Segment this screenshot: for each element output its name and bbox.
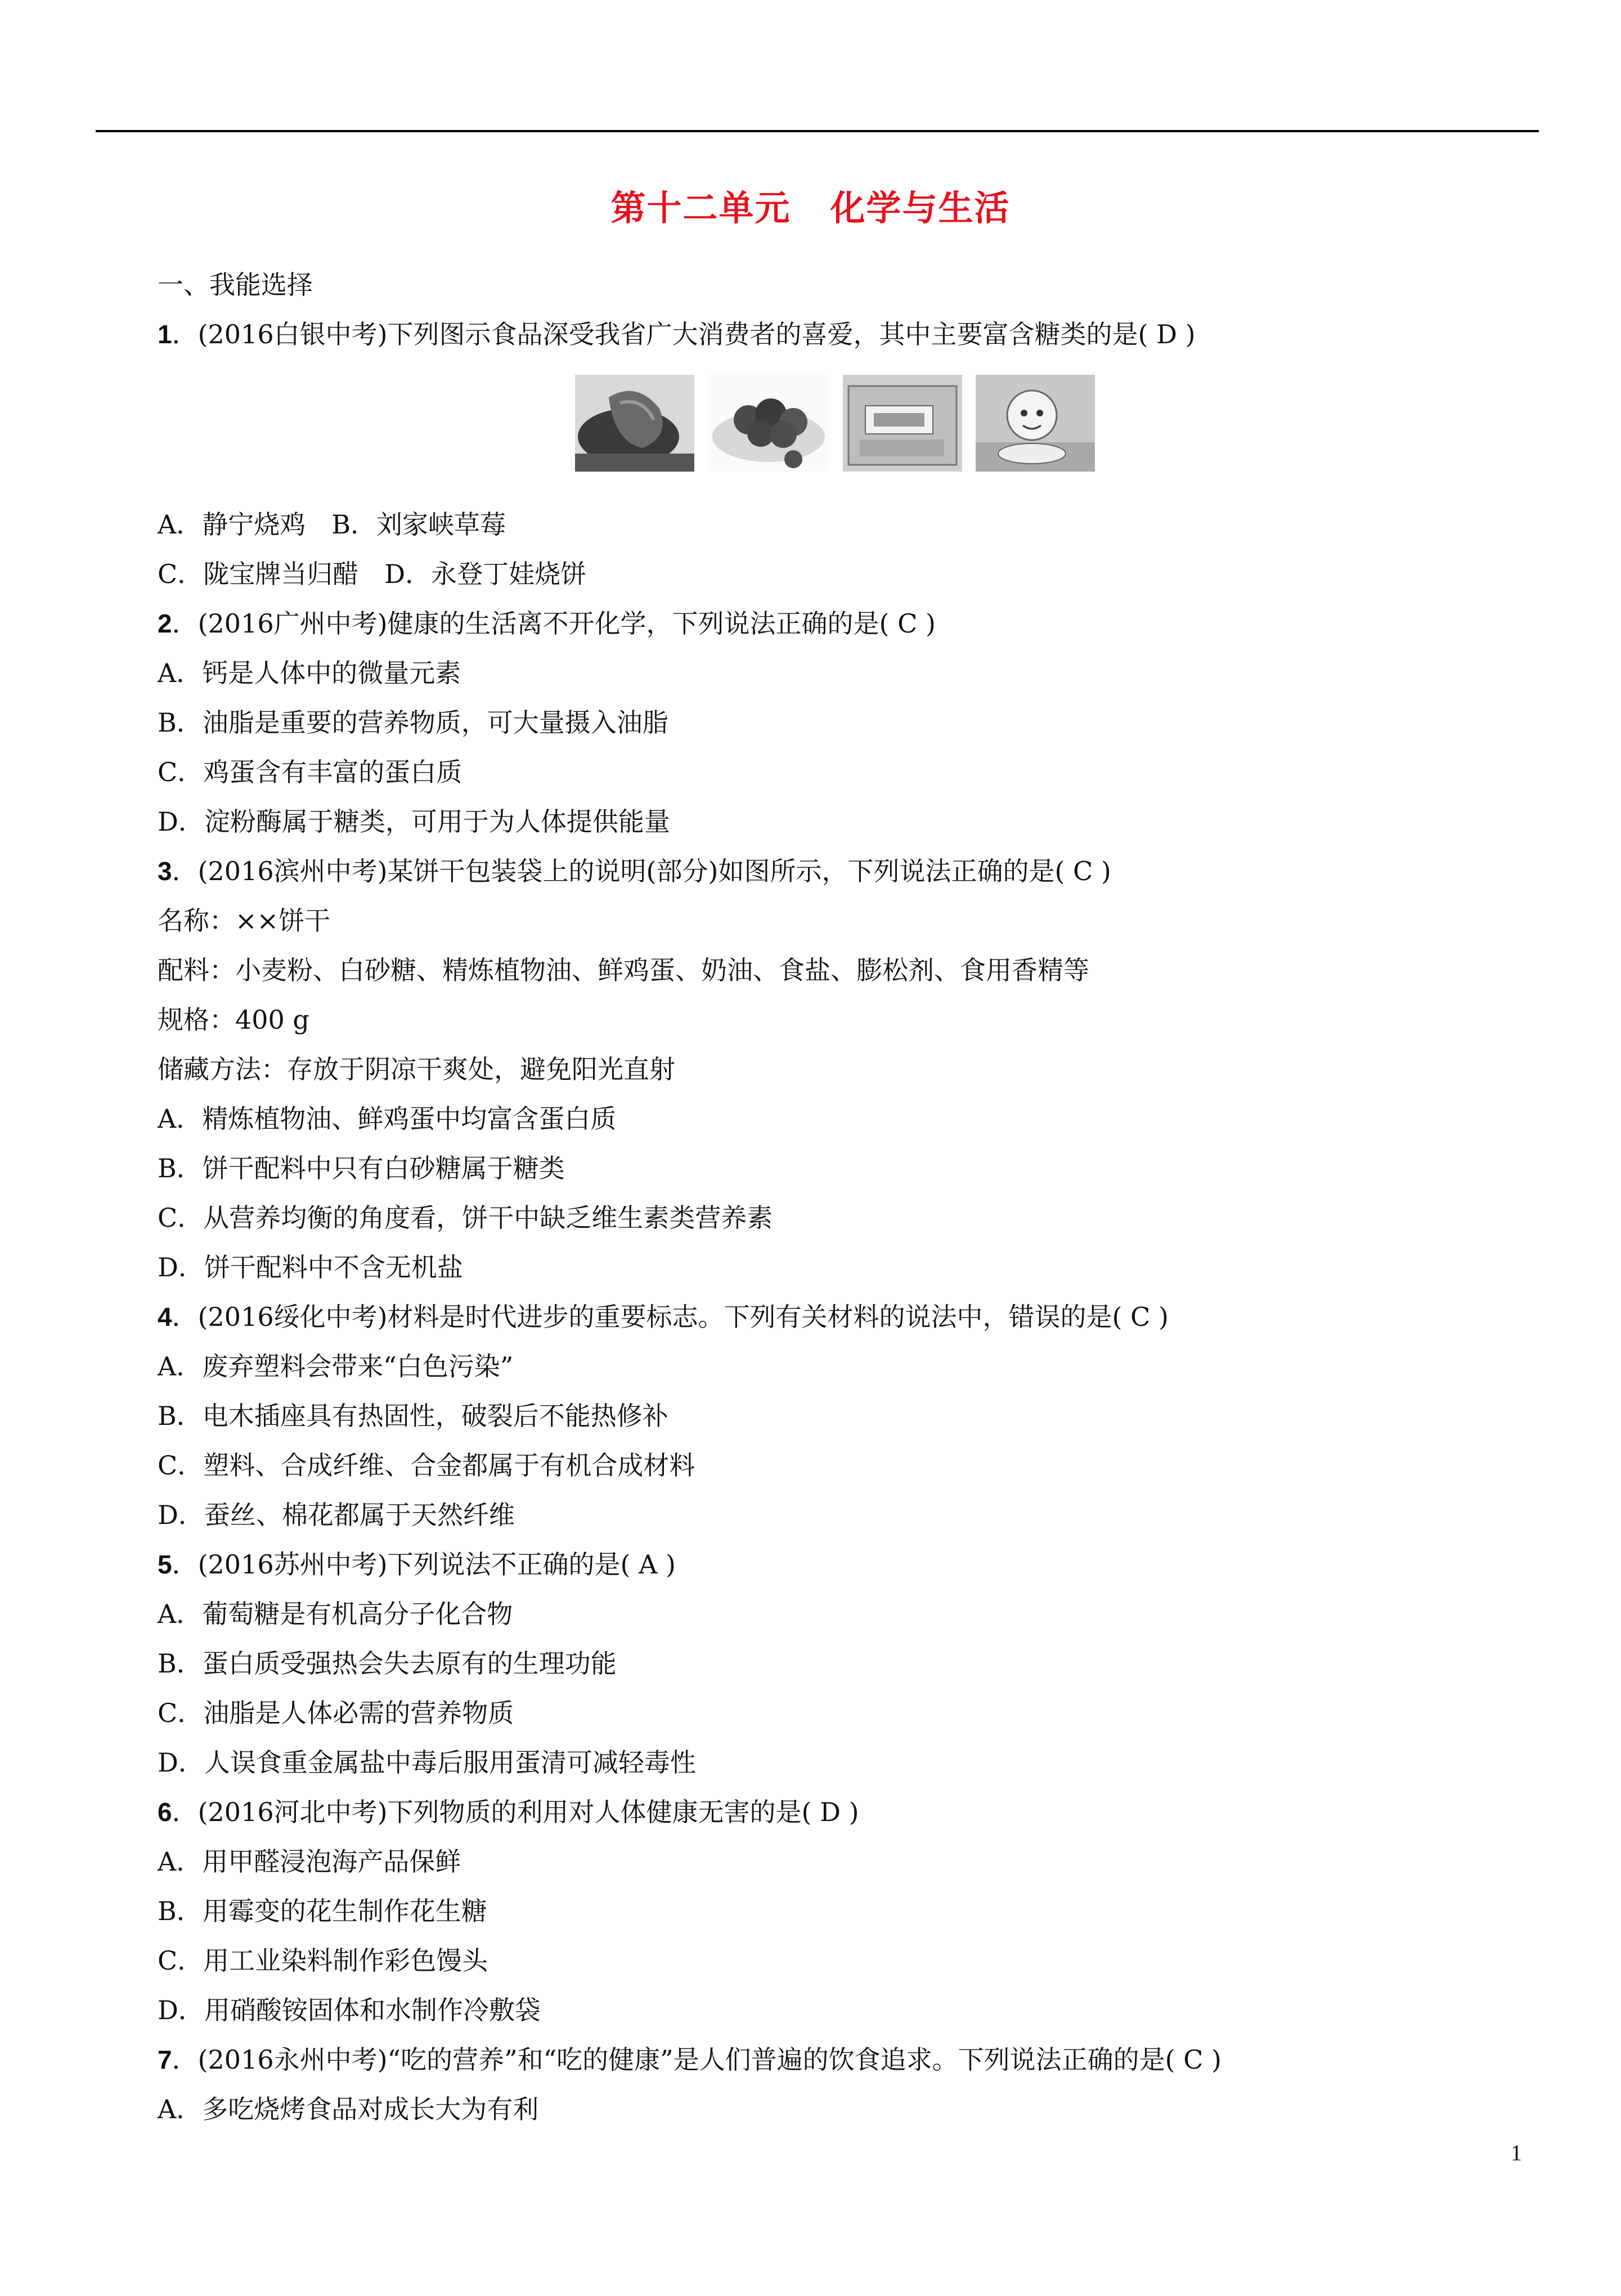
q2-option: A．钙是人体中的微量元素 [158,658,461,688]
q3-info-line: 储藏方法：存放于阴凉干爽处，避免阳光直射 [158,1054,675,1084]
q4-option: C．塑料、合成纤维、合金都属于有机合成材料 [158,1450,695,1481]
q1-image-row [158,359,1542,500]
question-text: ．(2016白银中考)下列图示食品深受我省广大消费者的喜爱，其中主要富含糖类的是( D ) [172,319,1196,349]
page-title [0,180,1621,230]
cake-package-image [976,375,1095,472]
q5-option: A．葡萄糖是有机高分子化合物 [158,1599,513,1629]
q3-option: B．饼干配料中只有白砂糖属于糖类 [158,1153,565,1183]
q6-option: A．用甲醛浸泡海产品保鲜 [158,1846,461,1877]
vinegar-box-image [843,375,962,472]
q3-info-line: 规格：400 g [158,1004,309,1035]
q4-option: A．废弃塑料会带来“白色污染” [158,1351,514,1382]
strawberries-image [709,375,828,472]
q4-option: D．蚕丝、棉花都属于天然纤维 [158,1500,515,1530]
question-2 [158,599,1542,648]
q6-option: D．用硝酸铵固体和水制作冷敷袋 [158,1995,541,2025]
question-number: 4 [158,1302,172,1331]
q1-option-row: A．静宁烧鸡 B．刘家峡草莓 [158,509,506,540]
question-3 [158,846,1542,896]
question-number: 5 [158,1550,172,1579]
q1-option-row: C．陇宝牌当归醋 D．永登丁娃烧饼 [158,559,587,589]
question-text: ．(2016绥化中考)材料是时代进步的重要标志。下列有关材料的说法中，错误的是( C ) [172,1302,1169,1332]
question-number: 7 [158,2045,172,2074]
question-4 [158,1292,1542,1342]
q2-option: D．淀粉酶属于糖类，可用于为人体提供能量 [158,806,670,837]
question-6 [158,1787,1542,1837]
q3-option: D．饼干配料中不含无机盐 [158,1252,463,1282]
q2-option: C．鸡蛋含有丰富的蛋白质 [158,757,462,787]
header-rule [96,130,1539,132]
q7-option: A．多吃烧烤食品对成长大为有利 [158,2094,539,2124]
unit-topic: 化学与生活 [830,187,1011,228]
question-text: ．(2016滨州中考)某饼干包装袋上的说明(部分)如图所示，下列说法正确的是( C ) [172,856,1111,886]
question-text: ．(2016永州中考)“吃的营养”和“吃的健康”是人们普遍的饮食追求。下列说法正确的是( C ) [172,2044,1222,2075]
question-number: 1 [158,320,172,349]
question-number: 2 [158,609,172,638]
section-heading: 一、我能选择 [158,270,313,300]
question-text: ．(2016苏州中考)下列说法不正确的是( A ) [172,1549,676,1580]
question-text: ．(2016广州中考)健康的生活离不开化学，下列说法正确的是( C ) [172,608,936,639]
q6-option: B．用霉变的花生制作花生糖 [158,1896,487,1926]
unit-label: 第十二单元 [610,187,791,228]
q5-option: B．蛋白质受强热会失去原有的生理功能 [158,1648,617,1679]
question-7 [158,2035,1542,2084]
q6-option: C．用工业染料制作彩色馒头 [158,1945,488,1976]
question-1 [158,310,1542,359]
q4-option: B．电木插座具有热固性，破裂后不能热修补 [158,1401,668,1431]
question-5 [158,1540,1542,1589]
q5-option: C．油脂是人体必需的营养物质 [158,1698,514,1728]
roast-chicken-image [575,375,694,472]
q3-info-line: 名称：××饼干 [158,905,331,936]
question-list [158,260,1542,2134]
q3-option: C．从营养均衡的角度看，饼干中缺乏维生素类营养素 [158,1203,773,1233]
page-number: 1 [1511,2140,1522,2165]
q3-option: A．精炼植物油、鲜鸡蛋中均富含蛋白质 [158,1104,617,1134]
question-number: 3 [158,856,172,886]
question-number: 6 [158,1797,172,1827]
question-text: ．(2016河北中考)下列物质的利用对人体健康无害的是( D ) [172,1797,859,1827]
q3-info-line: 配料：小麦粉、白砂糖、精炼植物油、鲜鸡蛋、奶油、食盐、膨松剂、食用香精等 [158,955,1089,985]
q5-option: D．人误食重金属盐中毒后服用蛋清可减轻毒性 [158,1747,696,1778]
q2-option: B．油脂是重要的营养物质，可大量摄入油脂 [158,707,668,738]
